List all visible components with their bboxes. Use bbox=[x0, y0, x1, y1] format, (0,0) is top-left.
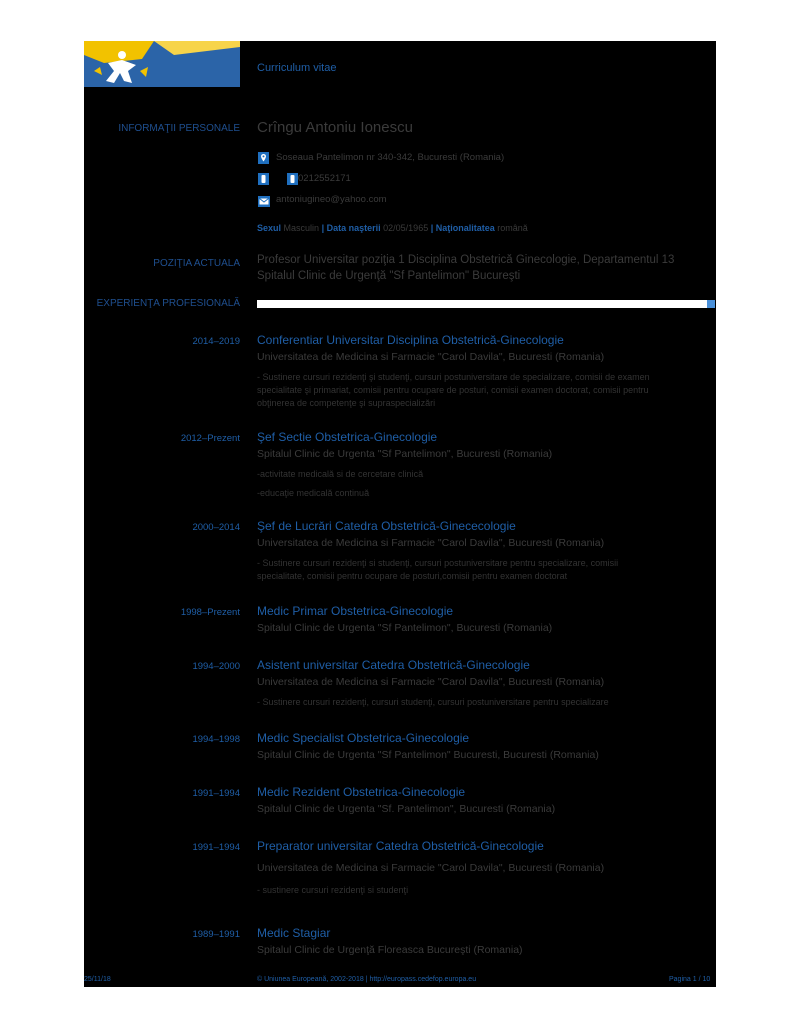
phone-text: 0212552171 bbox=[298, 173, 351, 184]
experience-organization: Universitatea de Medicina si Farmacie "Carol Davila", Bucuresti (Romania) bbox=[257, 537, 605, 549]
experience-title: Asistent universitar Catedra Obstetrică-Ginecologie bbox=[257, 658, 530, 672]
experience-date: 2014–2019 bbox=[192, 336, 240, 347]
experience-organization: Spitalul Clinic de Urgenta "Sf Pantelimon", Bucuresti (Romania) bbox=[257, 622, 553, 634]
mobile-icon bbox=[287, 172, 298, 183]
document-title: Curriculum vitae bbox=[257, 62, 337, 74]
experience-organization: Spitalul Clinic de Urgenta "Sf Pantelimon", Bucuresti (Romania) bbox=[257, 448, 553, 460]
experience-title: Medic Specialist Obstetrica-Ginecologie bbox=[257, 731, 470, 745]
experience-title: Şef Sectie Obstetrica-Ginecologie bbox=[257, 430, 438, 444]
experience-organization: Universitatea de Medicina si Farmacie "Carol Davila", Bucuresti (Romania) bbox=[257, 351, 605, 363]
nationality-label: Naţionalitatea bbox=[435, 223, 495, 233]
experience-detail: -activitate medicală si de cercetare clinică bbox=[257, 469, 424, 479]
experience-date: 1994–2000 bbox=[192, 661, 240, 672]
experience-detail: specialitate, comisii pentru ocupare de posturi,comisii pentru examen doctorat bbox=[257, 571, 568, 581]
europass-logo bbox=[84, 41, 240, 87]
experience-date: 1991–1994 bbox=[192, 788, 240, 799]
experience-date: 1998–Prezent bbox=[180, 607, 240, 618]
birth-value: 02/05/1965 bbox=[383, 223, 429, 233]
personal-details-line bbox=[257, 223, 528, 233]
footer-page-number: Pagina 1 / 10 bbox=[669, 976, 711, 983]
experience-detail: - Sustinere cursuri rezidenţi, cursuri studenţi, cursuri postuniversitare pentru specializare bbox=[257, 697, 609, 707]
experience-detail: - Sustinere cursuri rezidenţi şi studenţi, cursuri postuniversitare de specializare, comisii de examen bbox=[257, 372, 650, 382]
location-pin-icon bbox=[258, 151, 269, 162]
experience-organization: Spitalul Clinic de Urgenţă Floreasca Bucureşti (Romania) bbox=[257, 944, 523, 956]
label-experience: EXPERIENŢA PROFESIONALĂ bbox=[96, 298, 240, 309]
experience-date: 2000–2014 bbox=[192, 522, 240, 533]
experience-date: 2012–Prezent bbox=[180, 433, 240, 444]
address-text: Soseaua Pantelimon nr 340-342, Bucuresti (Romania) bbox=[276, 152, 505, 163]
footer-copyright: © Uniunea Europeană, 2002-2018 | http://europass.cedefop.europa.eu bbox=[257, 976, 477, 983]
footer-date: 25/11/18 bbox=[84, 976, 111, 983]
experience-organization: Spitalul Clinic de Urgenta "Sf Pantelimon" Bucuresti, Bucuresti (Romania) bbox=[257, 749, 599, 761]
experience-title: Medic Stagiar bbox=[257, 926, 331, 940]
label-personal-info: INFORMAŢII PERSONALE bbox=[118, 123, 240, 134]
sex-value: Masculin bbox=[283, 223, 320, 233]
phone-icon bbox=[258, 172, 269, 183]
experience-organization: Universitatea de Medicina si Farmacie "Carol Davila", Bucuresti (Romania) bbox=[257, 676, 605, 688]
experience-organization: Spitalul Clinic de Urgenta "Sf. Pantelimon", Bucuresti (Romania) bbox=[257, 803, 556, 815]
experience-detail: specialitate şi primariat, comisii pentru ocupare de posturi, comisii examen doctorat, comisii pentru bbox=[257, 385, 649, 395]
separator: | bbox=[430, 223, 434, 233]
section-divider-bar bbox=[257, 300, 715, 308]
label-current-position: POZIŢIA ACTUALA bbox=[153, 258, 240, 269]
experience-title: Conferentiar Universitar Disciplina Obstetrică-Ginecologie bbox=[257, 333, 564, 347]
experience-date: 1989–1991 bbox=[192, 929, 240, 940]
experience-title: Şef de Lucrări Catedra Obstetrică-Ginececologie bbox=[257, 519, 516, 533]
experience-detail: - Sustinere cursuri rezidenţi si studenţi, cursuri postuniversitare pentru specializare, comisii bbox=[257, 558, 619, 568]
current-position-line2: Spitalul Clinic de Urgenţă "Sf Pantelimon" Bucureşti bbox=[257, 270, 521, 282]
experience-detail: - sustinere cursuri rezidenţi si studenţi bbox=[257, 885, 409, 895]
experience-date: 1994–1998 bbox=[192, 734, 240, 745]
experience-title: Preparator universitar Catedra Obstetrică-Ginecologie bbox=[257, 839, 544, 853]
person-name: Crîngu Antoniu Ionescu bbox=[257, 119, 413, 136]
email-link[interactable]: antoniugineo@yahoo.com bbox=[276, 194, 387, 205]
experience-title: Medic Primar Obstetrica-Ginecologie bbox=[257, 604, 454, 618]
separator: | bbox=[321, 223, 325, 233]
experience-detail: obţinerea de competenţe şi supraspecializări bbox=[257, 398, 436, 408]
nationality-value: română bbox=[497, 223, 528, 233]
experience-date: 1991–1994 bbox=[192, 842, 240, 853]
envelope-icon bbox=[258, 194, 269, 205]
current-position-line1: Profesor Universitar poziţia 1 Disciplina Obstetrică Ginecologie, Departamentul 13 bbox=[257, 254, 675, 266]
experience-organization: Universitatea de Medicina si Farmacie "Carol Davila", Bucuresti (Romania) bbox=[257, 862, 605, 874]
birth-label: Data naşterii bbox=[326, 223, 381, 233]
sex-label: Sexul bbox=[257, 223, 282, 233]
experience-title: Medic Rezident Obstetrica-Ginecologie bbox=[257, 785, 466, 799]
experience-detail: -educaţie medicală continuă bbox=[257, 488, 370, 498]
